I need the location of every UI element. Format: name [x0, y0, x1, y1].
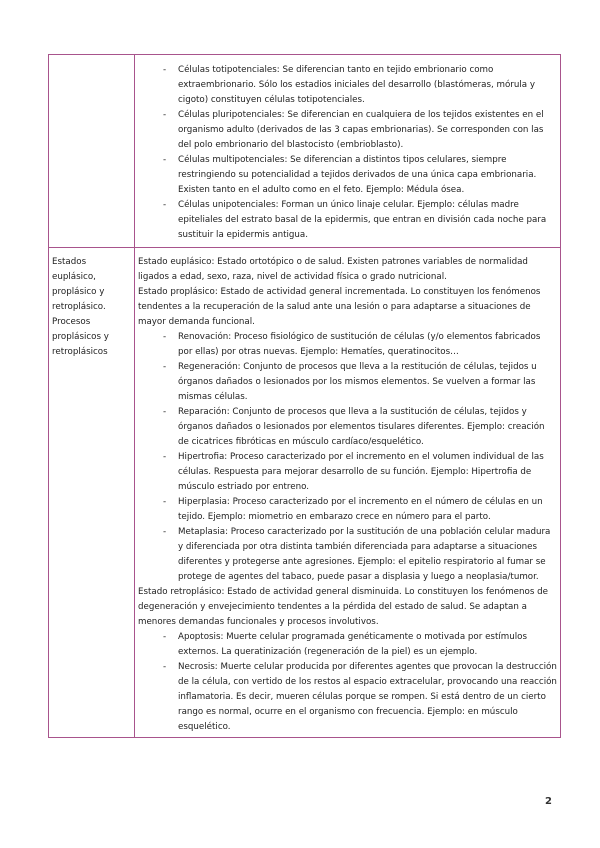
right-cell-states — [135, 248, 561, 738]
proplasico-list — [138, 330, 557, 585]
list-item: - Células unipotenciales: Forman un único linaje celular. Ejemplo: células madre epiteliales del estrato basal de la epidermis, que entran en división cada noche para sustituir la epidermis antigua. — [138, 198, 557, 243]
list-item: - Necrosis: Muerte celular producida por diferentes agentes que provocan la destrucción de la célula, con vertido de los restos al espacio extracelular, provocando una reacción inflamatoria. Es decir, mueren células porque se rompen. Si está dentro de un cierto rango es normal, ocurre en el organismo con frecuencia. Ejemplo: en músculo esquelético. — [138, 660, 557, 735]
euplasico-paragraph: Estado euplásico: Estado ortotópico o de salud. Existen patrones variables de normalidad ligados a edad, sexo, raza, nivel de actividad física o grado nutricional. — [138, 257, 528, 282]
list-item: - Apoptosis: Muerte celular programada genéticamente o motivada por estímulos externos. La queratinización (regeneración de la piel) es un ejemplo. — [138, 630, 557, 660]
page-number: 2 — [545, 796, 552, 807]
right-cell-stem-cells — [135, 55, 561, 248]
list-item: - Hipertrofia: Proceso caracterizado por el incremento en el volumen individual de las células. Respuesta para mejorar desarrollo de su función. Ejemplo: Hipertrofia de músculo estriado por entreno. — [138, 450, 557, 495]
proplasico-paragraph: Estado proplásico: Estado de actividad general incrementada. Lo constituyen los fenómenos tendentes a la recuperación de la salud ante una lesión o para adaptarse a situaciones de mayor demanda funcional. — [138, 287, 541, 327]
stem-cell-list — [138, 63, 557, 243]
row-label: Estados euplásico, proplásico y retroplásico. Procesos proplásicos y retroplásicos — [49, 248, 135, 738]
list-item: - Metaplasia: Proceso caracterizado por la sustitución de una población celular madura y diferenciada por otra distinta también diferenciada para adaptarse a situaciones diferentes y protegerse ante agresiones. Ejemplo: el epitelio respiratorio al fumar se protege de agentes del tabaco, puede pasar a displasia y luego a neoplasia/tumor. — [138, 525, 557, 585]
content-table — [48, 54, 561, 738]
table-row — [49, 55, 561, 248]
list-item: - Reparación: Conjunto de procesos que lleva a la sustitución de células, tejidos y órganos dañados o lesionados por elementos tisulares diferentes. Ejemplo: creación de cicatrices fibróticas en músculo cardíaco/esquelético. — [138, 405, 557, 450]
list-item: - Regeneración: Conjunto de procesos que lleva a la restitución de células, tejidos u órganos dañados o lesionados por los mismos elementos. Se vuelven a formar las mismas células. — [138, 360, 557, 405]
list-item: - Células totipotenciales: Se diferencian tanto en tejido embrionario como extraembrionario. Sólo los estadios iniciales del desarrollo (blastómeras, mórula y cigoto) constituyen células totipotenciales. — [138, 63, 557, 108]
retroplasico-paragraph: Estado retroplásico: Estado de actividad general disminuida. Lo constituyen los fenómenos de degeneración y envejecimiento tendentes a la pérdida del estado de salud. Se adaptan a menores demandas funcionales y procesos involutivos. — [138, 587, 548, 627]
list-item: - Hiperplasia: Proceso caracterizado por el incremento en el número de células en un tejido. Ejemplo: miometrio en embarazo crece en número para el parto. — [138, 495, 557, 525]
left-cell-empty — [49, 55, 135, 248]
list-item: - Células multipotenciales: Se diferencian a distintos tipos celulares, siempre restringiendo su potencialidad a tejidos derivados de una única capa embrionaria. Existen tanto en el adulto como en el feto. Ejemplo: Médula ósea. — [138, 153, 557, 198]
retroplasico-list — [138, 630, 557, 735]
list-item: - Células pluripotenciales: Se diferencian en cualquiera de los tejidos existentes en el organismo adulto (derivados de las 3 capas embrionarias). Se corresponden con las del polo embrionario del blastocisto (embrioblasto). — [138, 108, 557, 153]
list-item: - Renovación: Proceso fisiológico de sustitución de células (y/o elementos fabricados por ellas) por otras nuevas. Ejemplo: Hematíes, queratinocitos… — [138, 330, 557, 360]
table-row — [49, 248, 561, 738]
